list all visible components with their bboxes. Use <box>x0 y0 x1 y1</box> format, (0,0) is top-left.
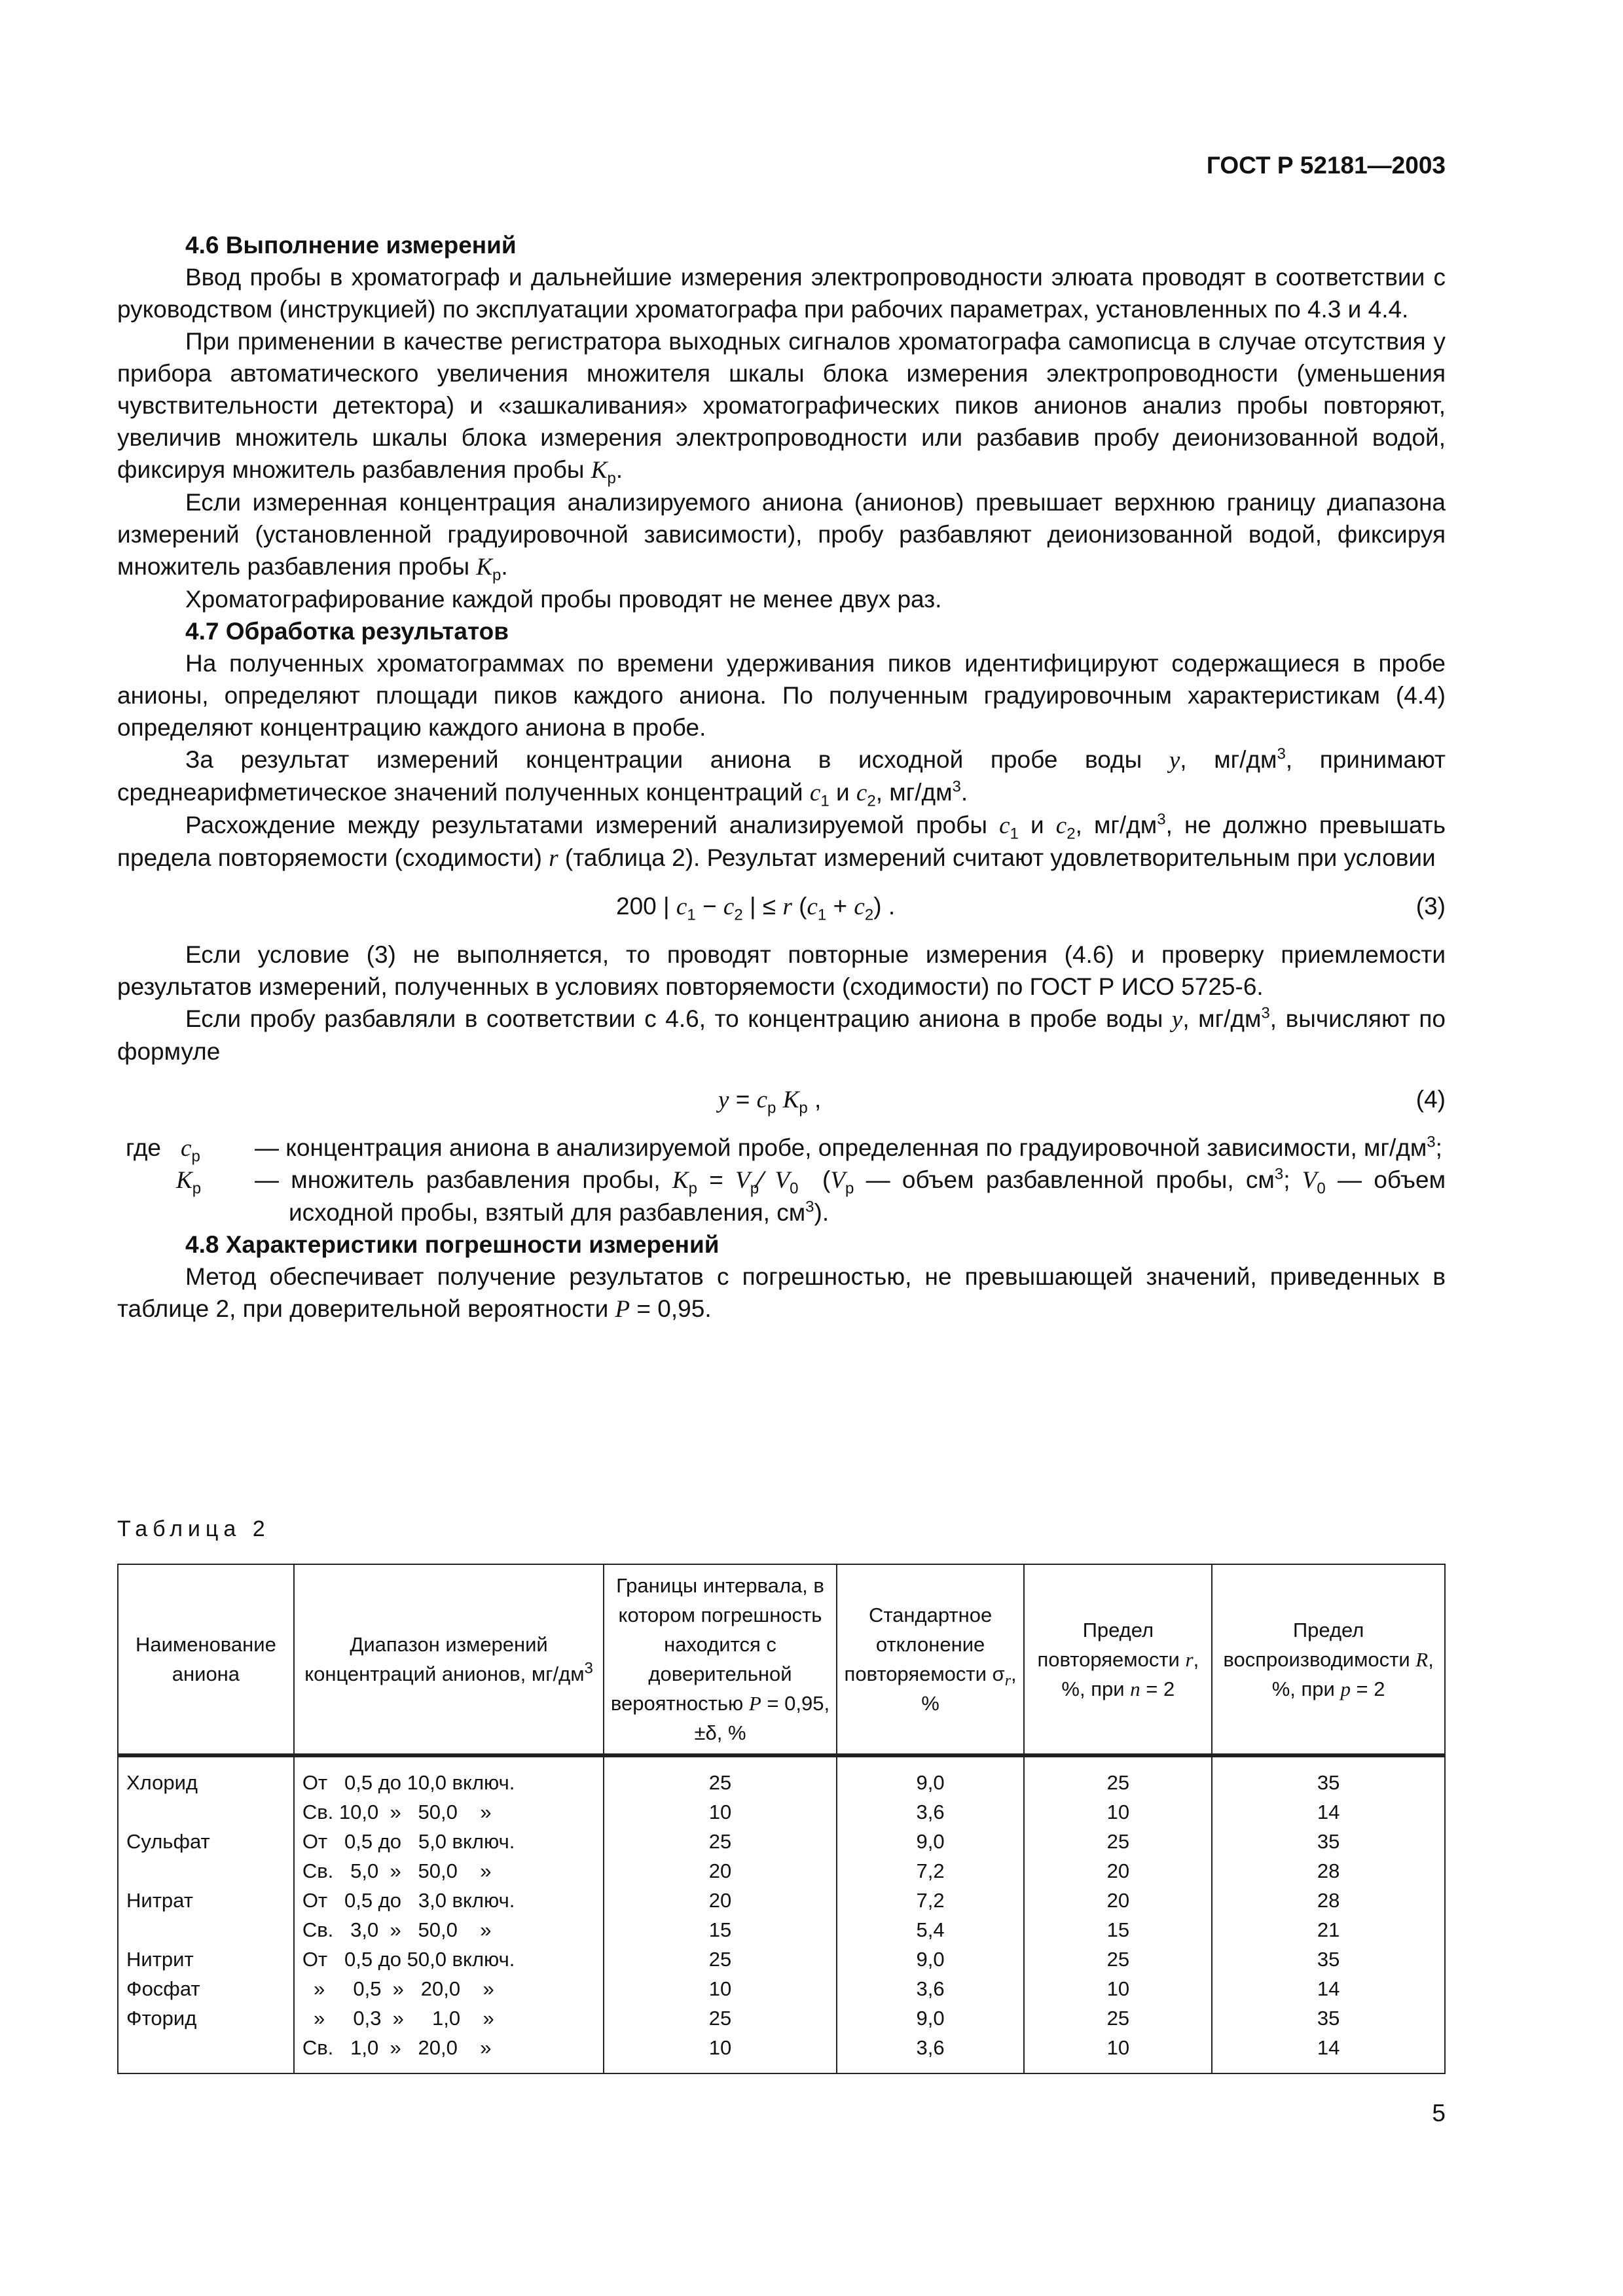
main-text <box>117 229 1446 1325</box>
sec47-paragraph-3: Расхождение между результатами измерений анализируемой пробы $c_1$ и $c_2$, $мг/дм^3$, не должно превышать предела повторяемости (сходимости) r (таблица 2). Результат измерений считают удовлетворительным при условии <box>117 810 1446 872</box>
cell-r: 25 <box>1106 1948 1130 1971</box>
sec47-paragraph-1: На полученных хроматограммах по времени удерживания пиков идентифицируют содержащиеся в пробе анионы, определяют площади пиков каждого аниона. По полученным градуировочным характеристикам (4.4) определяют концентрацию каждого аниона в пробе. <box>117 650 1446 741</box>
cell-delta: 25 <box>708 1948 732 1971</box>
cell-R: 35 <box>1317 2007 1340 2030</box>
column-R <box>1212 1755 1445 2073</box>
sec47-paragraph-2: За результат измерений концентрации аниона в исходной пробе воды y, $мг/дм^3$, принимают среднеарифметическое значений полученных концентраций $c_1$ и $c_2$, $мг/дм^3$. <box>117 745 1446 810</box>
cell-delta: 25 <box>708 2007 732 2030</box>
cell-r: 25 <box>1106 1830 1130 1853</box>
cell-sigma: 9,0 <box>916 1830 945 1853</box>
cell-range: От 0,5 до 50,0 включ. <box>302 1948 515 1971</box>
header-std-deviation: Стандартное отклонение повторяемости $\sigma_r$, % <box>837 1564 1025 1755</box>
section-4-6-title: 4.6 Выполнение измерений <box>185 232 517 259</box>
cell-range: » 0,3 » 1,0 » <box>302 2007 494 2030</box>
cell-sigma: 3,6 <box>916 2036 945 2059</box>
cell-sigma: 9,0 <box>916 1771 945 1794</box>
cell-r: 15 <box>1106 1918 1130 1941</box>
cell-r: 10 <box>1106 1977 1130 2000</box>
cell-name <box>126 1915 285 1945</box>
table-header-row <box>118 1564 1445 1755</box>
cell-sigma: 9,0 <box>916 2007 945 2030</box>
section-4-7-title: 4.7 Обработка результатов <box>185 618 509 645</box>
symbol-kp: $K_р$ <box>176 1167 202 1198</box>
cell-delta: 10 <box>708 1977 732 2000</box>
column-r <box>1024 1755 1212 2073</box>
cell-r: 25 <box>1106 1771 1130 1794</box>
cell-delta: 25 <box>708 1771 732 1794</box>
cell-R: 35 <box>1317 1771 1340 1794</box>
definition-kp: — множитель разбавления пробы, $K_р$ = $V_р∕$ $V_0$ ($V_р$ — объем разбавленной пробы, $см^3$; $V_0$ — объем исходной пробы, взятый для разбавления, $см^3$). <box>255 1165 1446 1226</box>
cell-delta: 20 <box>708 1889 732 1912</box>
cell-R: 35 <box>1317 1830 1340 1853</box>
cell-range: » 0,5 » 20,0 » <box>302 1977 494 2000</box>
table-title: Таблица 2 <box>117 1516 270 1541</box>
formula-3-expression: 200 | $c_1 - c_2$ | ≤ r $(c_1 + c_2)$ . <box>616 893 896 924</box>
sec47-paragraph-5: Если пробу разбавляли в соответствии с 4.6, то концентрацию аниона в пробе воды y, $мг/дм^3$, вычисляют по формуле <box>117 1004 1446 1065</box>
cell-sigma: 3,6 <box>916 1977 945 2000</box>
cell-range: От 0,5 до 3,0 включ. <box>302 1889 515 1912</box>
cell-name: Хлорид <box>126 1771 198 1794</box>
cell-sigma: 5,4 <box>916 1918 945 1941</box>
column-sigma <box>837 1755 1025 2073</box>
sec48-paragraph-1: Метод обеспечивает получение результатов с погрешностью, не превышающей значений, приведенных в таблице 2, при доверительной вероятности P = 0,95. <box>117 1263 1446 1323</box>
cell-range: Св. 3,0 » 50,0 » <box>302 1918 492 1941</box>
table-2 <box>117 1564 1446 2074</box>
cell-r: 25 <box>1106 2007 1130 2030</box>
page-number: 5 <box>1432 2100 1446 2126</box>
cell-R: 28 <box>1317 1859 1340 1882</box>
cell-R: 14 <box>1317 1801 1340 1823</box>
cell-delta: 25 <box>708 1830 732 1853</box>
cell-sigma: 7,2 <box>916 1859 945 1882</box>
cell-delta: 10 <box>708 2036 732 2059</box>
column-ranges <box>294 1755 604 2073</box>
cell-name <box>126 1856 285 1886</box>
header-range: Диапазон измерений концентраций анионов, $мг/дм^3$ <box>294 1564 604 1755</box>
symbol-cp: $c_р$ <box>181 1135 200 1166</box>
cell-name: Фторид <box>126 2007 197 2030</box>
cell-R: 14 <box>1317 1977 1340 2000</box>
sec46-paragraph-4: Хроматографирование каждой пробы проводят не менее двух раз. <box>185 586 942 613</box>
cell-range: Св. 5,0 » 50,0 » <box>302 1859 492 1882</box>
document-code: ГОСТ Р 52181—2003 <box>1206 152 1446 179</box>
where-row-kp <box>117 1164 1446 1229</box>
cell-name: Нитрит <box>126 1948 194 1971</box>
cell-name: Нитрат <box>126 1889 193 1912</box>
sec46-paragraph-1: Ввод пробы в хроматограф и дальнейшие измерения электропроводности элюата проводят в соответствии с руководством (инструкцией) по эксплуатации хроматографа при рабочих параметрах, установленных по 4.3 и 4.4. <box>117 264 1446 323</box>
cell-R: 35 <box>1317 1948 1340 1971</box>
where-label: где <box>126 1134 162 1161</box>
cell-range: От 0,5 до 10,0 включ. <box>302 1771 515 1794</box>
cell-R: 21 <box>1317 1918 1340 1941</box>
cell-r: 20 <box>1106 1859 1130 1882</box>
cell-name: Фосфат <box>126 1977 200 2000</box>
formula-4-number: (4) <box>1415 1086 1446 1113</box>
formula-4 <box>117 1067 1446 1132</box>
where-row-cp <box>117 1132 1446 1164</box>
column-delta <box>604 1755 836 2073</box>
section-4-8-title: 4.8 Характеристики погрешности измерений <box>185 1231 720 1258</box>
sec46-paragraph-2: При применении в качестве регистратора выходных сигналов хроматографа самописца в случае отсутствия у прибора автоматического увеличения множителя шкалы блока измерения электропроводности (уменьшения чувствительности детектора) и «зашкаливания» хроматографических пиков анионов анализ пробы повторяют, увеличив множитель шкалы блока измерения электропроводности или разбавив пробу деионизованной водой, фиксируя множитель разбавления пробы $K_р$. <box>117 328 1446 488</box>
sec46-paragraph-3: Если измеренная концентрация анализируемого аниона (анионов) превышает верхнюю границу диапазона измерений (установленной градуировочной зависимости), пробу разбавляют деионизованной водой, фиксируя множитель разбавления пробы $K_р$. <box>117 489 1446 584</box>
cell-delta: 10 <box>708 1801 732 1823</box>
cell-name: Сульфат <box>126 1830 210 1853</box>
cell-sigma: 9,0 <box>916 1948 945 1971</box>
column-names <box>118 1755 294 2073</box>
cell-delta: 15 <box>708 1918 732 1941</box>
where-definitions <box>117 1132 1446 1229</box>
sec47-paragraph-4: Если условие (3) не выполняется, то проводят повторные измерения (4.6) и проверку приемлемости результатов измерений, полученных в условиях повторяемости (сходимости) по ГОСТ Р ИСО 5725-6. <box>117 941 1446 1000</box>
cell-range: Св. 1,0 » 20,0 » <box>302 2036 492 2059</box>
formula-3-number: (3) <box>1415 893 1446 920</box>
table-body-row <box>118 1755 1445 2073</box>
formula-3 <box>117 874 1446 939</box>
cell-range: Св. 10,0 » 50,0 » <box>302 1801 492 1823</box>
cell-name <box>126 1797 285 1827</box>
cell-R: 14 <box>1317 2036 1340 2059</box>
header-reproducibility-limit: Предел воспроизводимости R, %, при p = 2 <box>1212 1564 1445 1755</box>
cell-delta: 20 <box>708 1859 732 1882</box>
cell-sigma: 7,2 <box>916 1889 945 1912</box>
cell-R: 28 <box>1317 1889 1340 1912</box>
header-anion-name: Наименование аниона <box>118 1564 294 1755</box>
cell-name <box>126 2033 285 2062</box>
header-repeatability-limit: Предел повторяемости r, %, при n = 2 <box>1024 1564 1212 1755</box>
cell-r: 20 <box>1106 1889 1130 1912</box>
formula-4-expression: $y = c_р$ $K_р$ , <box>718 1086 822 1117</box>
cell-sigma: 3,6 <box>916 1801 945 1823</box>
cell-range: От 0,5 до 5,0 включ. <box>302 1830 515 1853</box>
header-error-interval: Границы интервала, в котором погрешность находится с доверительной вероятностью P = 0,95, ±δ, % <box>604 1564 836 1755</box>
cell-r: 10 <box>1106 1801 1130 1823</box>
definition-cp: — концентрация аниона в анализируемой пробе, определенная по градуировочной зависимости, $мг/дм^3$; <box>255 1133 1442 1161</box>
cell-r: 10 <box>1106 2036 1130 2059</box>
